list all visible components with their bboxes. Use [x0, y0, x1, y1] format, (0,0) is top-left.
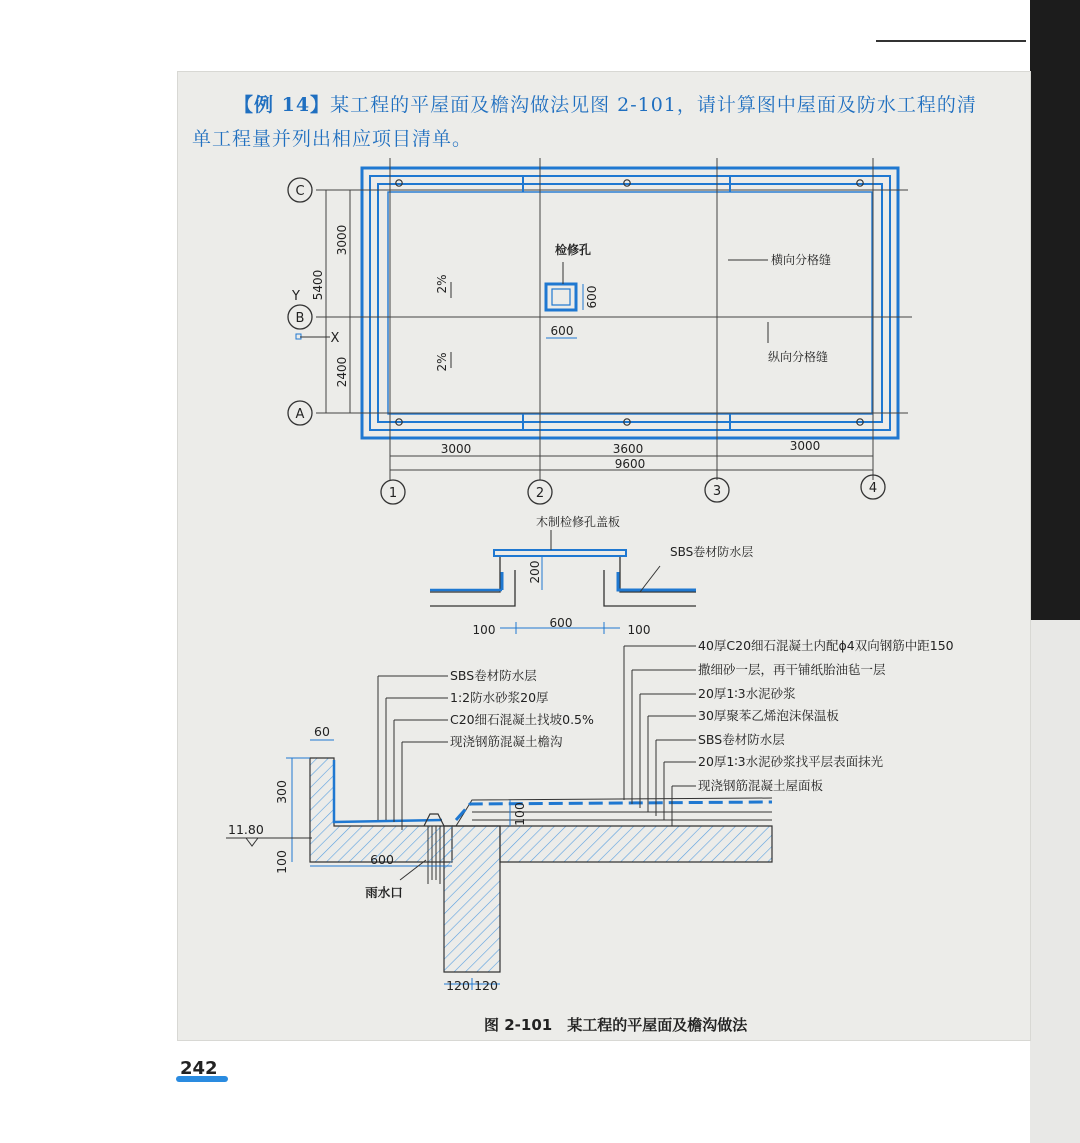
dim-100-top: 100 [512, 802, 527, 826]
label-y: Y [292, 289, 300, 304]
example-tag: 【例 14】 [234, 94, 331, 116]
dim-60: 60 [314, 724, 330, 739]
axis-col-4: 4 [868, 481, 878, 496]
gutter-right-label-6: 20厚1∶3水泥砂浆找平层表面抹光 [698, 754, 884, 769]
axis-col-2: 2 [535, 486, 545, 501]
axis-col-1: 1 [388, 486, 398, 501]
figure-caption: 图 2-101 某工程的平屋面及檐沟做法 [484, 1016, 748, 1034]
hatch-dim-width: 600 [550, 324, 574, 338]
dim-9600-total: 9600 [614, 457, 646, 471]
elevation-label: 11.80 [228, 822, 264, 837]
axis-row-c: C [295, 184, 305, 199]
dim-3000-right: 3000 [789, 439, 821, 453]
hatch-cover-label: 木制检修孔盖板 [535, 515, 621, 529]
example-text-line1: 某工程的平屋面及檐沟做法见图 2-101，请计算图中屋面及防水工程的清 [330, 94, 977, 116]
axis-row-a: A [295, 407, 305, 422]
axis-row-b: B [295, 311, 305, 326]
dim-300: 300 [274, 780, 289, 804]
hatch-dim-left: 100 [472, 623, 496, 637]
slope-label-top: 2% [435, 274, 449, 294]
dim-120-left: 120 [446, 978, 470, 993]
gutter-right-label-1: 40厚C20细石混凝土内配ϕ4双向钢筋中距150 [698, 638, 954, 653]
axis-col-3: 3 [712, 484, 722, 499]
transverse-joint-label: 横向分格缝 [771, 253, 832, 267]
dim-3000-vertical: 3000 [335, 224, 349, 256]
dim-2400-vertical: 2400 [335, 356, 349, 388]
dim-3600-mid: 3600 [612, 442, 644, 456]
slope-label-bottom: 2% [435, 352, 449, 372]
hatch-label: 检修孔 [554, 243, 592, 257]
gutter-left-label-3: C20细石混凝土找坡0.5% [450, 712, 594, 727]
gutter-right-label-2: 撒细砂一层，再干铺纸胎油毡一层 [698, 662, 886, 677]
gutter-left-label-2: 1:2防水砂浆20厚 [450, 690, 549, 705]
gutter-right-label-5: SBS卷材防水层 [698, 732, 785, 747]
hatch-dim-height: 600 [585, 285, 599, 309]
dim-3000-left: 3000 [440, 442, 472, 456]
hatch-dim-right: 100 [627, 623, 651, 637]
dim-120-right: 120 [474, 978, 498, 993]
hatch-height-dim: 200 [528, 560, 542, 584]
gutter-right-label-7: 现浇钢筋混凝土屋面板 [698, 778, 824, 793]
gutter-right-label-4: 30厚聚苯乙烯泡沫保温板 [698, 708, 839, 723]
dim-5400-vertical: 5400 [311, 269, 325, 301]
hatch-sbs-label: SBS卷材防水层 [670, 545, 754, 559]
drain-label: 雨水口 [365, 885, 403, 900]
gutter-left-label-4: 现浇钢筋混凝土檐沟 [450, 734, 563, 749]
dim-100-left: 100 [274, 850, 289, 874]
dim-600: 600 [370, 852, 394, 867]
example-text-line2: 单工程量并列出相应项目清单。 [192, 128, 473, 150]
hatch-dim-mid: 600 [549, 616, 573, 630]
gutter-right-label-3: 20厚1∶3水泥砂浆 [698, 686, 796, 701]
label-x: X [330, 331, 340, 346]
page-number: 242 [180, 1058, 218, 1079]
gutter-left-label-1: SBS卷材防水层 [450, 668, 537, 683]
gutter-labels [228, 638, 954, 993]
longitudinal-joint-label: 纵向分格缝 [768, 350, 829, 364]
